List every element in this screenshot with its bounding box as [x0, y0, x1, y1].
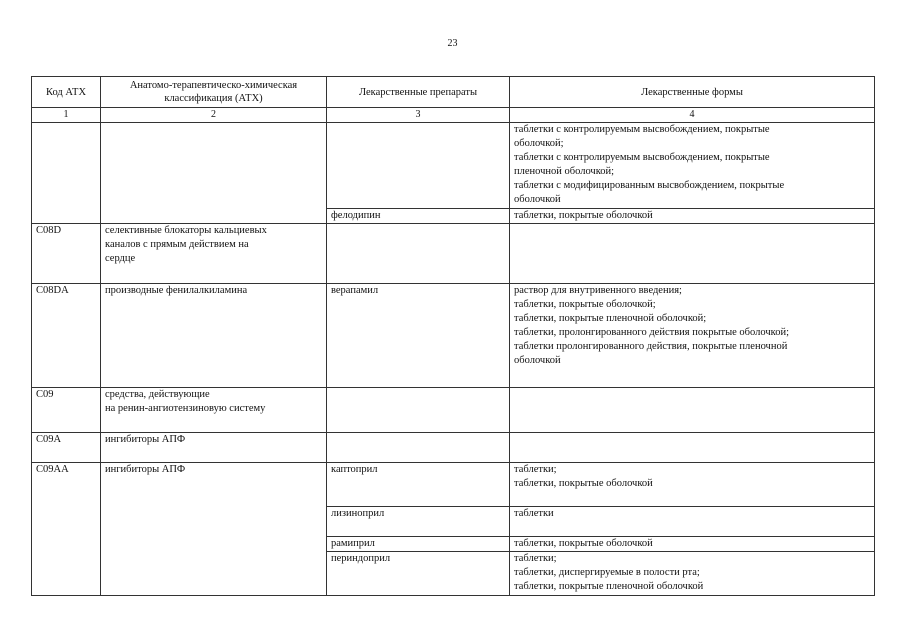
drug-cell: каптоприл	[327, 463, 510, 507]
column-number: 3	[327, 108, 510, 123]
header-dosage-forms: Лекарственные формы	[510, 77, 875, 108]
classification-cell: ингибиторы АПФ	[101, 433, 327, 463]
form-line: оболочкой;	[514, 138, 564, 149]
drug-cell: периндоприл	[327, 552, 510, 596]
drug-cell	[327, 123, 510, 209]
header-atc-classification: Анатомо-терапевтическо-химическая классификация (АТХ)	[101, 77, 327, 108]
classification-line: на ренин-ангиотензиновую систему	[105, 403, 266, 414]
table-row	[32, 433, 875, 463]
form-line: таблетки, покрытые пленочной оболочкой	[514, 581, 704, 592]
classification-cell: ингибиторы АПФ	[101, 463, 327, 596]
forms-cell	[510, 284, 875, 388]
forms-cell	[510, 224, 875, 284]
forms-cell: таблетки, покрытые оболочкой	[510, 537, 875, 552]
column-number: 2	[101, 108, 327, 123]
form-line: таблетки;	[514, 464, 557, 475]
header-drugs: Лекарственные препараты	[327, 77, 510, 108]
code-cell: C09A	[32, 433, 101, 463]
classification-cell	[101, 123, 327, 224]
forms-cell	[510, 552, 875, 596]
classification-cell	[101, 224, 327, 284]
classification-line: каналов с прямым действием на	[105, 239, 249, 250]
drug-cell	[327, 433, 510, 463]
drug-cell: рамиприл	[327, 537, 510, 552]
form-line: таблетки, покрытые оболочкой;	[514, 299, 656, 310]
forms-cell	[510, 388, 875, 433]
classification-cell	[101, 388, 327, 433]
forms-cell: таблетки	[510, 507, 875, 537]
drug-cell: верапамил	[327, 284, 510, 388]
header-atc-code: Код АТХ	[32, 77, 101, 108]
code-cell: C08DA	[32, 284, 101, 388]
drug-cell: фелодипин	[327, 209, 510, 224]
code-cell	[32, 209, 101, 224]
forms-cell	[510, 123, 875, 209]
classification-line: селективные блокаторы кальциевых	[105, 225, 267, 236]
column-number: 1	[32, 108, 101, 123]
table-row	[32, 224, 875, 284]
table-row	[32, 284, 875, 388]
forms-cell	[510, 463, 875, 507]
code-cell: C09	[32, 388, 101, 433]
table-row	[32, 123, 875, 209]
classification-line: средства, действующие	[105, 389, 210, 400]
table-row	[32, 463, 875, 507]
form-line: таблетки, диспергируемые в полости рта;	[514, 567, 700, 578]
form-line: раствор для внутривенного введения;	[514, 285, 682, 296]
code-cell: C09AA	[32, 463, 101, 596]
form-line: таблетки пролонгированного действия, покрытые пленочной	[514, 341, 788, 352]
drug-cell: лизиноприл	[327, 507, 510, 537]
classification-line: сердце	[105, 253, 136, 264]
forms-cell: таблетки, покрытые оболочкой	[510, 209, 875, 224]
form-line: таблетки с контролируемым высвобождением, покрытые	[514, 152, 770, 163]
form-line: оболочкой	[514, 355, 561, 366]
form-line: пленочной оболочкой;	[514, 166, 615, 177]
code-cell: C08D	[32, 224, 101, 284]
form-line: таблетки с контролируемым высвобождением, покрытые	[514, 124, 770, 135]
table-row	[32, 388, 875, 433]
form-line: таблетки с модифицированным высвобождением, покрытые	[514, 180, 785, 191]
column-number-row	[32, 108, 875, 123]
column-number: 4	[510, 108, 875, 123]
drug-cell	[327, 388, 510, 433]
drug-cell	[327, 224, 510, 284]
page-number: 23	[447, 38, 458, 49]
form-line: таблетки;	[514, 553, 557, 564]
form-line: таблетки, покрытые оболочкой	[514, 478, 653, 489]
form-line: таблетки, покрытые пленочной оболочкой;	[514, 313, 707, 324]
forms-cell	[510, 433, 875, 463]
form-line: таблетки, пролонгированного действия покрытые оболочкой;	[514, 327, 789, 338]
classification-cell: производные фенилалкиламина	[101, 284, 327, 388]
atc-classification-table	[31, 76, 875, 596]
form-line: оболочкой	[514, 194, 561, 205]
table-header-row	[32, 77, 875, 108]
code-cell	[32, 123, 101, 209]
